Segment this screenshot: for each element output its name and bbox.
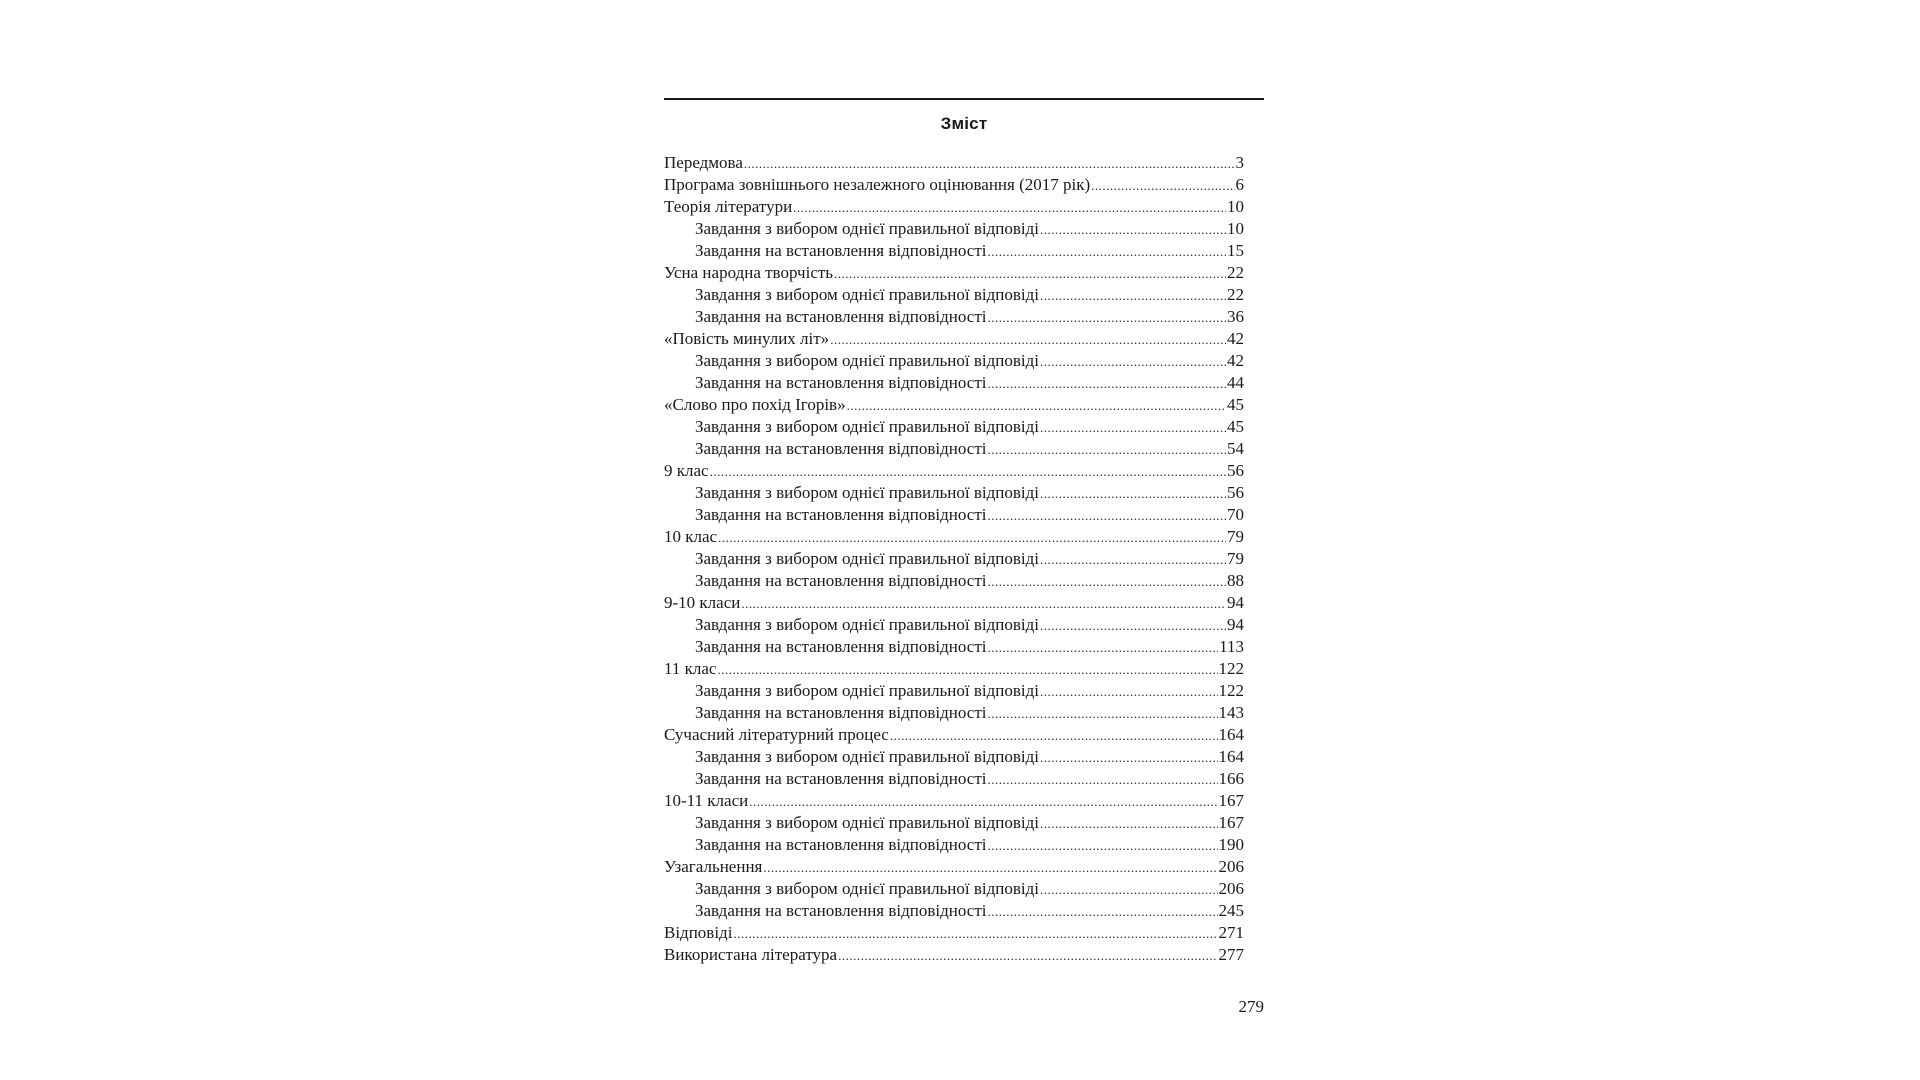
toc-entry-page: 277 bbox=[1218, 945, 1244, 964]
toc-dot-leader bbox=[1040, 351, 1226, 373]
toc-subentry bbox=[664, 768, 1244, 790]
toc-entry-label: Завдання з вибором однієї правильної відповіді bbox=[695, 615, 1039, 634]
toc-entry-label: Завдання з вибором однієї правильної відповіді bbox=[695, 417, 1039, 436]
toc-subentry bbox=[664, 746, 1244, 768]
toc-entry-page: 190 bbox=[1218, 835, 1244, 854]
toc-entry-page: 167 bbox=[1218, 791, 1244, 810]
toc-dot-leader bbox=[987, 703, 1217, 725]
toc-dot-leader bbox=[987, 307, 1226, 329]
toc-entry-page: 79 bbox=[1227, 549, 1244, 568]
toc-entry-page: 15 bbox=[1227, 241, 1244, 260]
toc-dot-leader bbox=[987, 769, 1217, 791]
toc-dot-leader bbox=[763, 857, 1217, 879]
toc-entry-label: Використана література bbox=[664, 945, 838, 964]
toc-entry-page: 143 bbox=[1218, 703, 1244, 722]
toc-dot-leader bbox=[838, 945, 1217, 967]
toc-entry-label: Завдання з вибором однієї правильної відповіді bbox=[695, 681, 1039, 700]
toc-entry-label: 10-11 класи bbox=[664, 791, 749, 810]
toc-entry-page: 10 bbox=[1227, 219, 1244, 238]
toc-entry-page: 56 bbox=[1227, 461, 1244, 480]
toc-subentry bbox=[664, 482, 1244, 504]
toc-entry-label: Завдання на встановлення відповідності bbox=[695, 637, 987, 656]
toc-entry-label: 11 клас bbox=[664, 659, 717, 678]
toc-dot-leader bbox=[987, 571, 1226, 593]
toc-entry-label: 9 клас bbox=[664, 461, 709, 480]
toc-entry-label: Завдання з вибором однієї правильної відповіді bbox=[695, 549, 1039, 568]
toc-entry-page: 271 bbox=[1218, 923, 1244, 942]
toc-subentry bbox=[664, 438, 1244, 460]
toc-entry-page: 54 bbox=[1227, 439, 1244, 458]
toc-dot-leader bbox=[718, 527, 1226, 549]
toc-dot-leader bbox=[987, 901, 1217, 923]
toc-entry-label: Завдання на встановлення відповідності bbox=[695, 505, 987, 524]
toc-dot-leader bbox=[744, 153, 1235, 175]
toc-subentry bbox=[664, 702, 1244, 724]
toc-dot-leader bbox=[987, 241, 1226, 263]
toc-entry-label: Завдання з вибором однієї правильної відповіді bbox=[695, 747, 1039, 766]
toc-entry-page: 206 bbox=[1218, 857, 1244, 876]
header-rule bbox=[664, 98, 1264, 100]
toc-dot-leader bbox=[987, 637, 1218, 659]
toc-entry-label: Завдання з вибором однієї правильної відповіді bbox=[695, 219, 1039, 238]
toc-dot-leader bbox=[1040, 681, 1218, 703]
toc-entry-page: 22 bbox=[1227, 285, 1244, 304]
toc-entry-label: Завдання на встановлення відповідності bbox=[695, 307, 987, 326]
toc-entry-label: Програма зовнішнього незалежного оцінювання (2017 рік) bbox=[664, 175, 1091, 194]
toc-entry-label: 10 клас bbox=[664, 527, 718, 546]
toc-entry bbox=[664, 658, 1244, 680]
toc-entry-label: Відповіді bbox=[664, 923, 733, 942]
toc-entry-label: Узагальнення bbox=[664, 857, 763, 876]
toc-entry-label: Усна народна творчість bbox=[664, 263, 834, 282]
toc-subentry bbox=[664, 284, 1244, 306]
toc-entry-page: 164 bbox=[1218, 725, 1244, 744]
toc-entry bbox=[664, 196, 1244, 218]
toc-entry-page: 22 bbox=[1227, 263, 1244, 282]
toc-entry-label: Завдання з вибором однієї правильної відповіді bbox=[695, 813, 1039, 832]
toc-dot-leader bbox=[987, 505, 1226, 527]
toc-dot-leader bbox=[1040, 219, 1226, 241]
toc-entry-label: Завдання на встановлення відповідності bbox=[695, 571, 987, 590]
toc-entry bbox=[664, 922, 1244, 944]
toc-entry bbox=[664, 152, 1244, 174]
toc-entry-label: Завдання на встановлення відповідності bbox=[695, 241, 987, 260]
toc-entry-page: 6 bbox=[1235, 175, 1244, 194]
toc-subentry bbox=[664, 504, 1244, 526]
toc-entry-page: 122 bbox=[1218, 681, 1244, 700]
toc-subentry bbox=[664, 900, 1244, 922]
toc-entry bbox=[664, 328, 1244, 350]
toc-dot-leader bbox=[1040, 615, 1226, 637]
toc-entry-page: 45 bbox=[1227, 417, 1244, 436]
toc-entry-label: Передмова bbox=[664, 153, 743, 172]
toc-entry-label: «Слово про похід Ігорів» bbox=[664, 395, 846, 414]
toc-dot-leader bbox=[987, 835, 1217, 857]
toc-entry-label: Завдання на встановлення відповідності bbox=[695, 703, 987, 722]
toc-entry-label: Завдання з вибором однієї правильної відповіді bbox=[695, 483, 1039, 502]
toc-entry-page: 3 bbox=[1235, 153, 1244, 172]
toc-subentry bbox=[664, 548, 1244, 570]
toc-entry bbox=[664, 856, 1244, 878]
toc-dot-leader bbox=[1040, 285, 1226, 307]
toc-dot-leader bbox=[847, 395, 1226, 417]
toc-entry-page: 42 bbox=[1227, 329, 1244, 348]
toc-entry bbox=[664, 394, 1244, 416]
toc-dot-leader bbox=[741, 593, 1226, 615]
toc-subentry bbox=[664, 614, 1244, 636]
toc-subentry bbox=[664, 218, 1244, 240]
toc-dot-leader bbox=[830, 329, 1226, 351]
toc-subentry bbox=[664, 350, 1244, 372]
toc-entry-page: 42 bbox=[1227, 351, 1244, 370]
toc-dot-leader bbox=[710, 461, 1226, 483]
toc-entry-page: 56 bbox=[1227, 483, 1244, 502]
toc-entry-label: 9-10 класи bbox=[664, 593, 741, 612]
toc-dot-leader bbox=[1040, 417, 1226, 439]
toc-dot-leader bbox=[987, 439, 1226, 461]
page-title: Зміст bbox=[940, 114, 988, 133]
toc-entry-label: Завдання на встановлення відповідності bbox=[695, 439, 987, 458]
toc-dot-leader bbox=[793, 197, 1226, 219]
toc-entry-page: 88 bbox=[1227, 571, 1244, 590]
toc-entry-label: Завдання на встановлення відповідності bbox=[695, 835, 987, 854]
toc-entry-page: 167 bbox=[1218, 813, 1244, 832]
page-number: 279 bbox=[1238, 997, 1264, 1016]
toc-entry bbox=[664, 526, 1244, 548]
toc-entry-label: Завдання на встановлення відповідності bbox=[695, 769, 987, 788]
toc-entry bbox=[664, 174, 1244, 196]
toc-entry-page: 70 bbox=[1227, 505, 1244, 524]
toc-entry-label: Завдання з вибором однієї правильної відповіді bbox=[695, 285, 1039, 304]
toc-entry bbox=[664, 460, 1244, 482]
toc-entry-label: Завдання з вибором однієї правильної відповіді bbox=[695, 879, 1039, 898]
toc-subentry bbox=[664, 834, 1244, 856]
toc-subentry bbox=[664, 680, 1244, 702]
toc-dot-leader bbox=[733, 923, 1217, 945]
toc-dot-leader bbox=[1040, 879, 1218, 901]
toc-subentry bbox=[664, 812, 1244, 834]
toc-entry-label: Завдання на встановлення відповідності bbox=[695, 373, 987, 392]
toc-dot-leader bbox=[1040, 813, 1218, 835]
toc-entry-page: 206 bbox=[1218, 879, 1244, 898]
toc-entry-page: 10 bbox=[1227, 197, 1244, 216]
toc-entry-label: Завдання з вибором однієї правильної відповіді bbox=[695, 351, 1039, 370]
toc-dot-leader bbox=[987, 373, 1226, 395]
toc-entry-page: 36 bbox=[1227, 307, 1244, 326]
toc-dot-leader bbox=[890, 725, 1218, 747]
toc-entry-page: 44 bbox=[1227, 373, 1244, 392]
toc-subentry bbox=[664, 306, 1244, 328]
toc-entry-label: Теорія літератури bbox=[664, 197, 793, 216]
toc-entry bbox=[664, 592, 1244, 614]
toc-entry-page: 94 bbox=[1227, 593, 1244, 612]
table-of-contents bbox=[664, 152, 1244, 966]
toc-subentry bbox=[664, 878, 1244, 900]
book-page bbox=[664, 98, 1264, 1018]
toc-dot-leader bbox=[1040, 747, 1218, 769]
toc-dot-leader bbox=[1040, 483, 1226, 505]
toc-entry-page: 245 bbox=[1218, 901, 1244, 920]
toc-dot-leader bbox=[1040, 549, 1226, 571]
toc-entry-label: Сучасний літературний процес bbox=[664, 725, 889, 744]
toc-entry-page: 164 bbox=[1218, 747, 1244, 766]
toc-entry-page: 45 bbox=[1227, 395, 1244, 414]
toc-subentry bbox=[664, 636, 1244, 658]
toc-entry bbox=[664, 262, 1244, 284]
toc-entry-label: «Повість минулих літ» bbox=[664, 329, 830, 348]
toc-dot-leader bbox=[717, 659, 1217, 681]
toc-entry-page: 166 bbox=[1218, 769, 1244, 788]
toc-entry-page: 79 bbox=[1227, 527, 1244, 546]
toc-entry bbox=[664, 944, 1244, 966]
toc-subentry bbox=[664, 240, 1244, 262]
toc-entry bbox=[664, 724, 1244, 746]
toc-entry bbox=[664, 790, 1244, 812]
toc-entry-page: 122 bbox=[1218, 659, 1244, 678]
toc-entry-page: 94 bbox=[1227, 615, 1244, 634]
toc-entry-label: Завдання на встановлення відповідності bbox=[695, 901, 987, 920]
toc-dot-leader bbox=[749, 791, 1217, 813]
toc-dot-leader bbox=[834, 263, 1226, 285]
toc-dot-leader bbox=[1091, 175, 1234, 197]
toc-subentry bbox=[664, 372, 1244, 394]
toc-entry-page: 113 bbox=[1219, 637, 1244, 656]
toc-subentry bbox=[664, 570, 1244, 592]
toc-subentry bbox=[664, 416, 1244, 438]
